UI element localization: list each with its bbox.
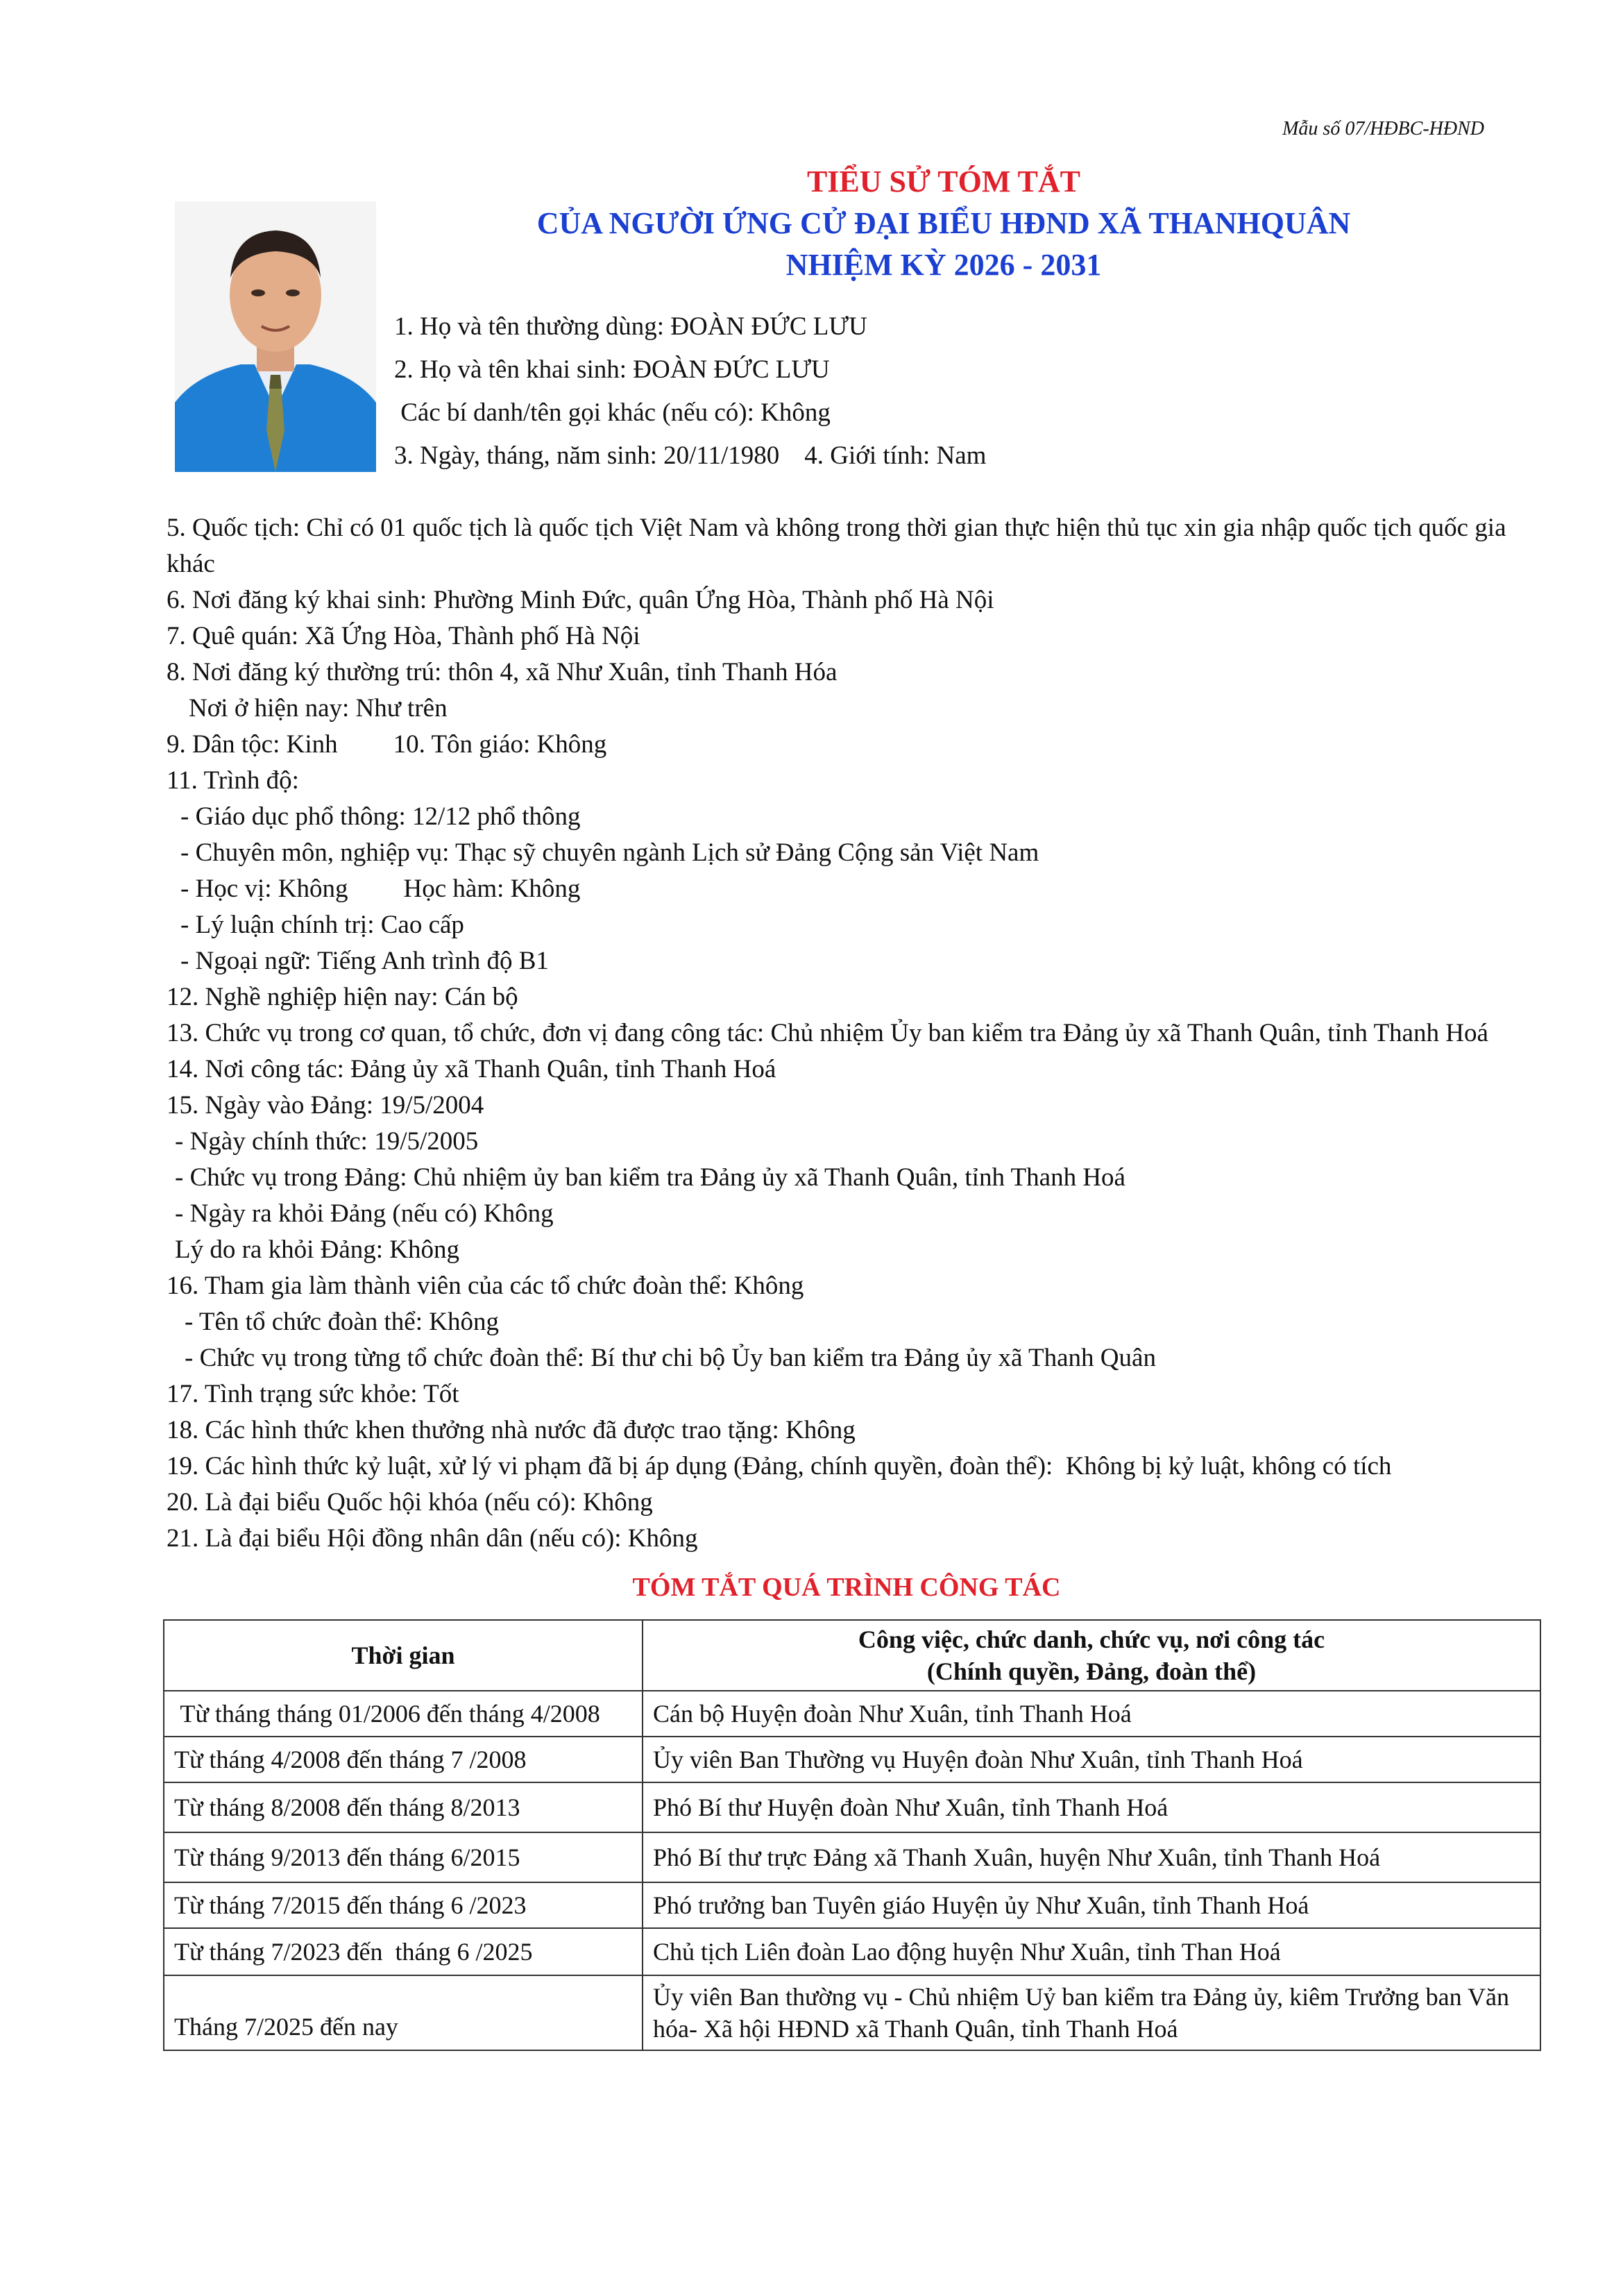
awards: 18. Các hình thức khen thưởng nhà nước đã được trao tặng: Không <box>167 1416 856 1444</box>
general-education: - Giáo dục phổ thông: 12/12 phổ thông <box>180 802 581 831</box>
current-occupation: 12. Nghề nghiệp hiện nay: Cán bộ <box>167 983 518 1011</box>
foreign-language: - Ngoại ngữ: Tiếng Anh trình độ B1 <box>180 947 549 975</box>
row-time: Từ tháng 9/2013 đến tháng 6/2015 <box>164 1832 643 1882</box>
organization-name: - Tên tổ chức đoàn thể: Không <box>185 1308 499 1336</box>
permanent-residence: 8. Nơi đăng ký thường trú: thôn 4, xã Như Xuân, tỉnh Thanh Hóa <box>167 658 838 686</box>
row-time: Từ tháng tháng 01/2006 đến tháng 4/2008 <box>164 1691 643 1737</box>
table-row <box>164 1928 1540 1975</box>
table-row <box>164 1832 1540 1882</box>
current-position: 13. Chức vụ trong cơ quan, tổ chức, đơn vị đang công tác: Chủ nhiệm Ủy ban kiểm tra Đảng ủy xã Thanh Quân, tỉnh Thanh Hoá <box>167 1019 1488 1047</box>
party-leave-date: - Ngày ra khỏi Đảng (nếu có) Không <box>175 1199 554 1228</box>
row-time: Từ tháng 7/2023 đến tháng 6 /2025 <box>164 1928 643 1975</box>
header-job-line-1: Công việc, chức danh, chức vụ, nơi công tác <box>858 1626 1325 1653</box>
title-line-1: TIỂU SỬ TÓM TẮT <box>806 164 1081 199</box>
disciplinary-actions: 19. Các hình thức kỷ luật, xử lý vi phạm đã bị áp dụng (Đảng, chính quyền, đoàn thể): Không bị kỷ luật, không có tích <box>167 1452 1392 1480</box>
row-job: Phó trưởng ban Tuyên giáo Huyện ủy Như Xuân, tỉnh Thanh Hoá <box>643 1882 1540 1928</box>
academic-degree: - Học vị: Không <box>180 875 348 903</box>
table-row <box>164 1882 1540 1928</box>
national-assembly-delegate: 20. Là đại biểu Quốc hội khóa (nếu có): Không <box>167 1488 653 1517</box>
hometown: 7. Quê quán: Xã Ứng Hòa, Thành phố Hà Nội <box>167 622 640 650</box>
date-of-birth: 3. Ngày, tháng, năm sinh: 20/11/1980 <box>394 441 780 470</box>
organization-position: - Chức vụ trong từng tổ chức đoàn thể: Bí thư chi bộ Ủy ban kiểm tra Đảng ủy xã Thanh Quân <box>185 1344 1156 1372</box>
form-code: Mẫu số 07/HĐBC-HĐND <box>1282 118 1484 140</box>
birth-registration: 6. Nơi đăng ký khai sinh: Phường Minh Đức, quân Ứng Hòa, Thành phố Hà Nội <box>167 586 994 614</box>
career-section-title: TÓM TẮT QUÁ TRÌNH CÔNG TÁC <box>632 1573 1061 1602</box>
row-job: Chủ tịch Liên đoàn Lao động huyện Như Xuân, tỉnh Than Hoá <box>643 1928 1540 1975</box>
gender: 4. Giới tính: Nam <box>804 441 987 470</box>
health-status: 17. Tình trạng sức khỏe: Tốt <box>167 1380 459 1408</box>
political-theory: - Lý luận chính trị: Cao cấp <box>180 911 464 939</box>
row-job: Phó Bí thư Huyện đoàn Như Xuân, tỉnh Thanh Hoá <box>643 1782 1540 1832</box>
personal-info-body <box>167 510 1527 2051</box>
party-leave-reason: Lý do ra khỏi Đảng: Không <box>175 1235 460 1264</box>
candidate-photo <box>175 201 376 472</box>
current-residence: Nơi ở hiện nay: Như trên <box>189 694 448 723</box>
row-job: Ủy viên Ban thường vụ - Chủ nhiệm Uỷ ban kiểm tra Đảng ủy, kiêm Trưởng ban Văn hóa- Xã hội HĐND xã Thanh Quân, tỉnh Thanh Hoá <box>643 1975 1540 2050</box>
table-row <box>164 1782 1540 1832</box>
personal-info-top <box>394 305 986 478</box>
table-row <box>164 1975 1540 2050</box>
row-job: Phó Bí thư trực Đảng xã Thanh Xuân, huyện Như Xuân, tỉnh Thanh Hoá <box>643 1832 1540 1882</box>
party-official-date: - Ngày chính thức: 19/5/2005 <box>175 1127 479 1156</box>
academic-title: Học hàm: Không <box>403 875 581 903</box>
qualifications-heading: 11. Trình độ: <box>167 766 299 795</box>
common-name: 1. Họ và tên thường dùng: ĐOÀN ĐỨC LƯU <box>394 312 867 341</box>
party-join-date: 15. Ngày vào Đảng: 19/5/2004 <box>167 1091 484 1120</box>
title-line-3: NHIỆM KỲ 2026 - 2031 <box>785 248 1102 282</box>
birth-name: 2. Họ và tên khai sinh: ĐOÀN ĐỨC LƯU <box>394 355 830 384</box>
peoples-council-delegate: 21. Là đại biểu Hội đồng nhân dân (nếu có): Không <box>167 1524 698 1553</box>
row-job: Ủy viên Ban Thường vụ Huyện đoàn Như Xuân, tỉnh Thanh Hoá <box>643 1737 1540 1782</box>
professional-qualification: - Chuyên môn, nghiệp vụ: Thạc sỹ chuyên ngành Lịch sử Đảng Cộng sản Việt Nam <box>180 838 1039 867</box>
row-time: Từ tháng 7/2015 đến tháng 6 /2023 <box>164 1882 643 1928</box>
nationality: 5. Quốc tịch: Chỉ có 01 quốc tịch là quốc tịch Việt Nam và không trong thời gian thực hiện thủ tục xin gia nhập quốc tịch quốc gia khác <box>167 514 1506 578</box>
career-table <box>163 1619 1541 2051</box>
workplace: 14. Nơi công tác: Đảng ủy xã Thanh Quân, tỉnh Thanh Hoá <box>167 1055 776 1083</box>
row-time: Từ tháng 4/2008 đến tháng 7 /2008 <box>164 1737 643 1782</box>
header-job-line-2: (Chính quyền, Đảng, đoàn thể) <box>926 1657 1257 1685</box>
ethnicity: 9. Dân tộc: Kinh <box>167 730 338 759</box>
table-row <box>164 1691 1540 1737</box>
document-title <box>347 161 1540 286</box>
religion: 10. Tôn giáo: Không <box>393 730 607 759</box>
row-time: Tháng 7/2025 đến nay <box>164 1975 643 2050</box>
row-time: Từ tháng 8/2008 đến tháng 8/2013 <box>164 1782 643 1832</box>
table-row <box>164 1737 1540 1782</box>
header-job <box>643 1620 1540 1691</box>
row-job: Cán bộ Huyện đoàn Như Xuân, tỉnh Thanh Hoá <box>643 1691 1540 1737</box>
alias: Các bí danh/tên gọi khác (nếu có): Không <box>394 398 831 427</box>
header-time: Thời gian <box>164 1620 643 1691</box>
title-line-2: CỦA NGƯỜI ỨNG CỬ ĐẠI BIỂU HĐND XÃ THANHQUÂN <box>536 206 1351 240</box>
party-position: - Chức vụ trong Đảng: Chủ nhiệm ủy ban kiểm tra Đảng ủy xã Thanh Quân, tỉnh Thanh Hoá <box>175 1163 1125 1192</box>
mass-organizations: 16. Tham gia làm thành viên của các tổ chức đoàn thể: Không <box>167 1272 804 1300</box>
